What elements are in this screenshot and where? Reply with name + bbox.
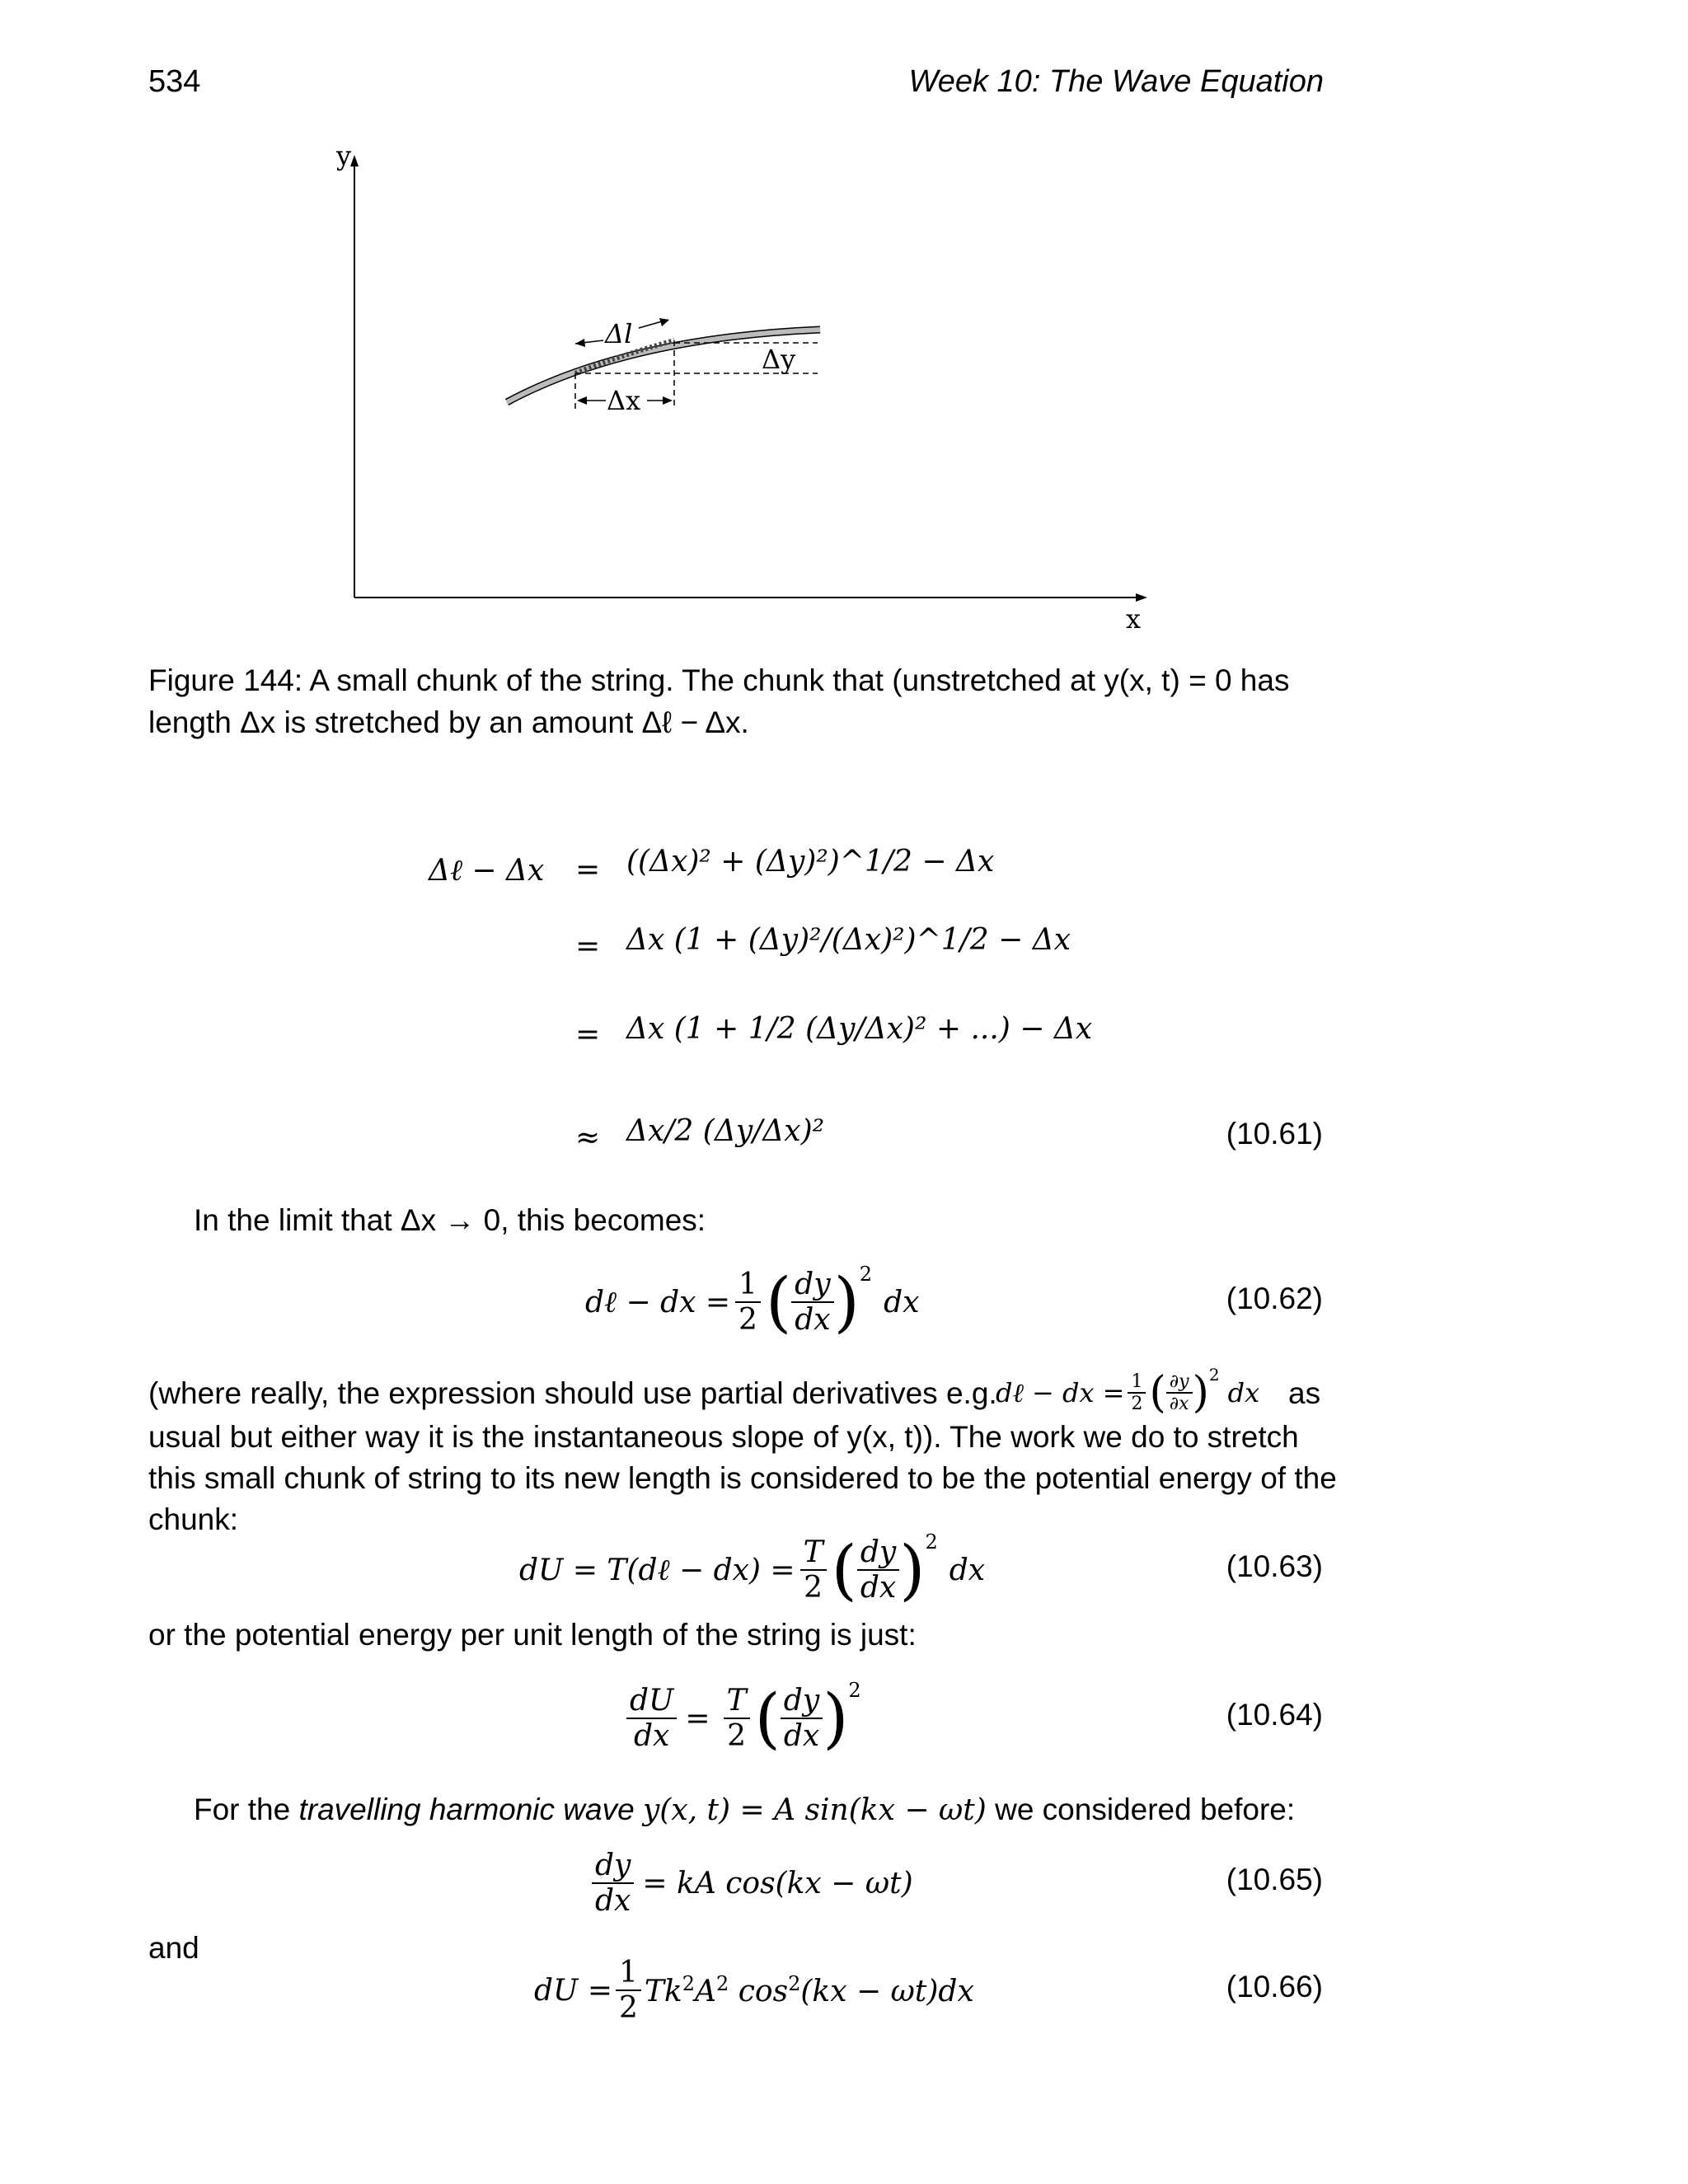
where-line-1-end: as [1288, 1376, 1321, 1410]
eq-1064: $\frac{dU}{dx}$ = $\frac{T}{2}$ ( $\frac{dy}{dx}$ ) 2 [626, 1677, 861, 1760]
eq-1061-r4: Δx/2 (Δy/Δx)² [626, 1114, 825, 1148]
eq-1061-eq1: = [575, 853, 601, 887]
dy-label: Δy [762, 344, 796, 375]
dx-label: Δx [607, 385, 641, 416]
wave-function: y(x, t) = A sin(kx − ωt) [642, 1793, 987, 1827]
figure-caption [148, 659, 1327, 743]
wave-line [194, 1788, 1295, 1831]
where-line-1: (where really, the expression should use partial derivatives e.g. [148, 1376, 997, 1410]
eq-1061-eq3: = [575, 1018, 601, 1052]
wave-line-c: we considered before: [995, 1793, 1296, 1826]
eq-number-1062: (10.62) [1226, 1282, 1323, 1315]
and-word: and [148, 1931, 199, 1965]
eq-number-1065: (10.65) [1226, 1863, 1323, 1896]
running-title: Week 10: The Wave Equation [908, 64, 1324, 99]
eq-1066: dU = $\frac{1}{2}$ $Tk^2A^2$ $\cos^2(kx - \omega t)dx$ [534, 1956, 974, 2025]
string-chunk-figure [313, 140, 1187, 635]
y-axis-label: y [336, 140, 352, 171]
eq-1061-r1: ((Δx)² + (Δy)²)^1/2 − Δx [626, 845, 995, 879]
eq-number-1064: (10.64) [1226, 1698, 1323, 1732]
x-axis-label: x [1126, 603, 1142, 635]
eq-1061-lhs: Δℓ − Δx [429, 854, 545, 888]
eq-number-1061: (10.61) [1226, 1117, 1323, 1151]
eq-1061-r2: Δx (1 + (Δy)²/(Δx)²)^1/2 − Δx [626, 923, 1071, 957]
where-inline-eq: dℓ − dx = $\frac{1}{2}$ ( $\frac{\partial y}{\partial x}$ ) 2 dx [996, 1365, 1260, 1418]
eq-1065: $\frac{dy}{dx}$ = kA cos(kx − ωt) [592, 1842, 913, 1924]
wave-line-a: For the [194, 1793, 291, 1826]
limit-line: In the limit that Δx → 0, this becomes: [194, 1203, 706, 1237]
eq-1061-eq2: = [575, 930, 601, 963]
eq-number-1063: (10.63) [1226, 1549, 1323, 1583]
caption-line-1: Figure 144: A small chunk of the string. The chunk that (unstretched at y(x, t) = 0 has [148, 663, 1290, 697]
potential-line: or the potential energy per unit length of the string is just: [148, 1618, 917, 1652]
caption-line-2: length Δx is stretched by an amount Δℓ − Δx. [148, 705, 749, 739]
y-axis-arrowhead [350, 155, 359, 166]
where-line-3: this small chunk of string to its new length is considered to be the potential energy of the [148, 1461, 1337, 1495]
eq-1062: dℓ − dx = $\frac{1}{2}$ ( $\frac{dy}{dx}$ ) 2 dx [585, 1263, 920, 1340]
dl-label: Δl [605, 318, 633, 349]
where-line-4: chunk: [148, 1502, 239, 1536]
x-axis-arrowhead [1136, 593, 1147, 602]
wave-line-b: travelling harmonic wave [298, 1793, 635, 1826]
eq-1061-approx: ≈ [575, 1121, 601, 1155]
page-number: 534 [148, 64, 201, 99]
where-line-2: usual but either way it is the instantaneous slope of y(x, t)). The work we do to stretch [148, 1420, 1299, 1454]
eq-1063: dU = T(dℓ − dx) = $\frac{T}{2}$ ( $\frac{dy}{dx}$ ) 2 dx [519, 1530, 986, 1608]
eq-1061-r3: Δx (1 + 1/2 (Δy/Δx)² + ...) − Δx [626, 1012, 1093, 1046]
eq-number-1066: (10.66) [1226, 1970, 1323, 2004]
